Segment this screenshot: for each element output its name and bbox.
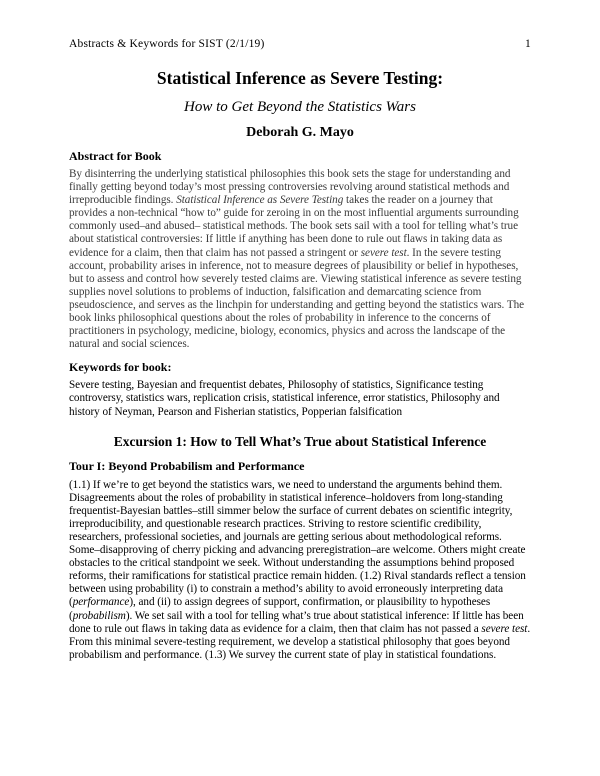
tour-heading: Tour I: Beyond Probabilism and Performance: [69, 458, 305, 473]
keywords-paragraph: Severe testing, Bayesian and frequentist debates, Philosophy of statistics, Significance testing controversy, statistics wars, replication crisis, statistical inference, error statistics, Philosophy and history of Neyman, Pearson and Fisherian statistics, Popperian falsification: [69, 379, 500, 418]
tour-italic-severe-test: severe test: [481, 622, 528, 635]
tour-paragraph: [69, 479, 531, 662]
abstract-paragraph: [69, 168, 531, 351]
tour-text-4: . From this minimal severe-testing requirement, we develop a statistical philosophy that goes beyond probabilism and performance. (1.3) We survey the current state of play in statistical foundations.: [69, 622, 531, 661]
tour-text-3: ). We set sail with a tool for telling what’s true about statistical inference: If little has been done to rule out flaws in taking data as evidence for a claim, then that claim has not passed a: [69, 609, 524, 635]
author-name: Deborah G. Mayo: [246, 125, 354, 140]
abstract-text-3: . In the severe testing account, probability arises in inference, not to measure degrees of plausibility or belief in hypotheses, but to assess and control how severely tested claims are. Viewing statistical inference as severe testing supplies novel solutions to problems of induction, falsification and demarcating science from pseudoscience, and serves as the linchpin for understanding and getting beyond the statistics wars. The book links philosophical questions about the roles of probability in inference to the concerns of practitioners in psychology, medicine, biology, economics, physics and across the landscape of the natural and social sciences.: [69, 246, 525, 351]
book-subtitle: How to Get Beyond the Statistics Wars: [184, 99, 416, 115]
tour-text-1: (1.1) If we’re to get beyond the statistics wars, we need to understand the arguments behind them. Disagreements about the roles of probability in statistical inference–holdovers from long-standing frequentist-Bayesian battles–still simmer below the surface of current debates on scientific integrity, irreproducibility, and questionable research practices. Striving to restore scientific credibility, researchers, professional societies, and journals are getting serious about methodological reforms. Some–disapproving of cherry picking and advancing preregistration–are welcome. Others might create obstacles to the critical standpoint we seek. Without understanding the assumptions behind proposed reforms, their ramifications for statistical practice remain hidden. (1.2) Rival standards reflect a tension between using probability (i) to constrain a method’s ability to avoid erroneously interpreting data (: [69, 478, 526, 609]
keywords-heading: Keywords for book:: [69, 360, 172, 375]
page-content: [69, 68, 531, 662]
excursion-heading: Excursion 1: How to Tell What’s True about Statistical Inference: [113, 433, 487, 449]
abstract-italic-title: Statistical Inference as Severe Testing: [176, 194, 344, 207]
book-title: Statistical Inference as Severe Testing:: [156, 68, 444, 88]
page-number: 1: [525, 38, 531, 50]
tour-italic-probabilism: probabilism: [72, 609, 126, 622]
tour-italic-performance: performance: [72, 596, 130, 609]
abstract-text-1: By disinterring the underlying statistical philosophies this book sets the stage for understanding and finally getting beyond today’s most pressing controversies revolving around statistical methods and irreproducible findings.: [69, 168, 511, 207]
abstract-text-2: takes the reader on a journey that provides a non-technical “how to” guide for zeroing in on the most influential arguments surrounding commonly used–and abused– statistical methods. The book sets sail with a tool for telling what’s true about statistical controversies: If little if anything has been done to rule out flaws in taking data as evidence for a claim, then that claim has not passed a stringent or: [69, 194, 519, 259]
abstract-italic-severe-test: severe test: [360, 246, 407, 259]
tour-text-2: ), and (ii) to assign degrees of support, confirmation, or plausibility to hypotheses (: [69, 596, 491, 622]
abstract-heading: Abstract for Book: [69, 149, 162, 163]
header-text: Abstracts & Keywords for SIST (2/1/19): [69, 38, 265, 50]
